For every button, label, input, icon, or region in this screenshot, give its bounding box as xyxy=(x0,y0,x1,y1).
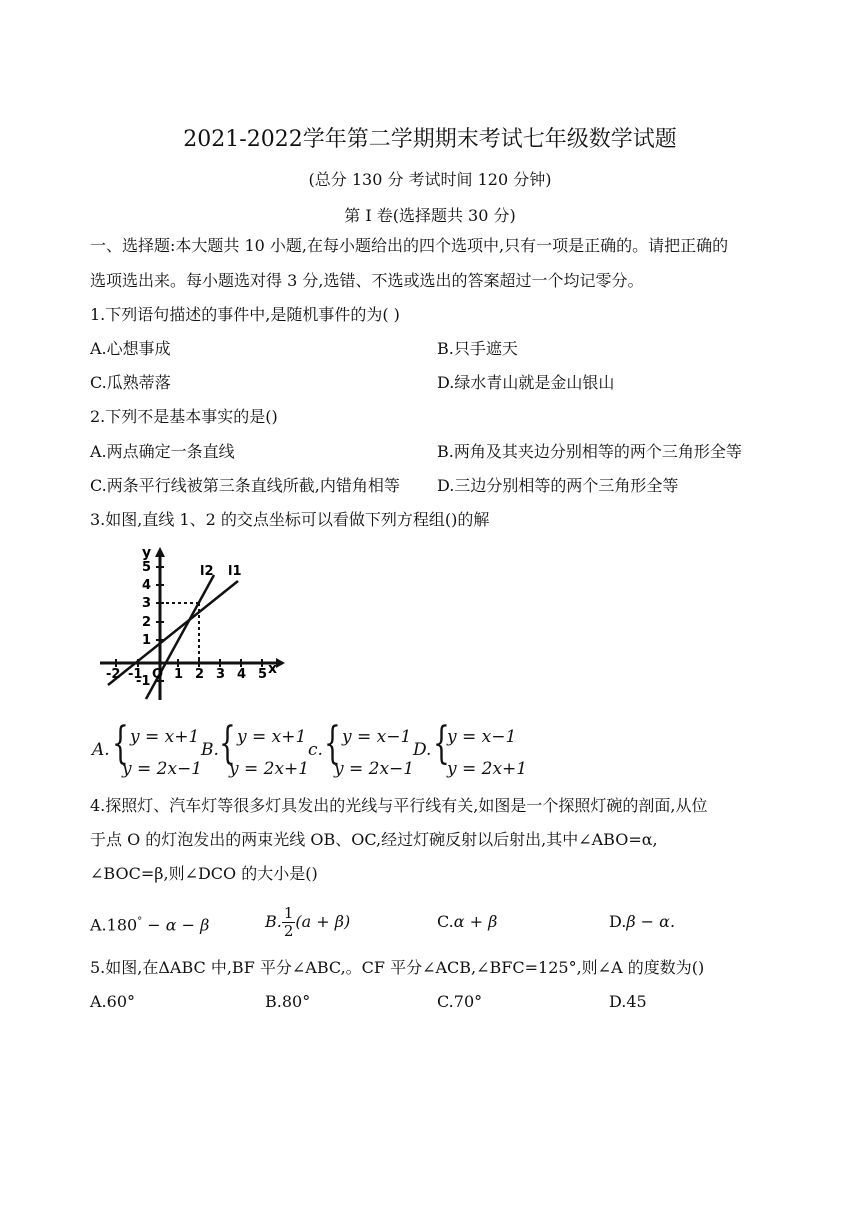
exam-title: 2021-2022学年第二学期期末考试七年级数学试题 xyxy=(183,127,677,152)
q4-option-a-prefix: A.180 xyxy=(90,915,138,935)
origin-label: O xyxy=(152,667,164,682)
q1-option-b: B.只手遮天 xyxy=(437,339,518,358)
q3-option-b-eq2: y = 2x+1 xyxy=(229,759,310,779)
line-label-l2: l2 xyxy=(200,564,214,579)
q1-option-d: D.绿水青山就是金山银山 xyxy=(437,373,615,392)
q3-option-d-eq2: y = 2x+1 xyxy=(447,759,528,779)
x-axis-label: x xyxy=(268,661,278,677)
q2-option-c: C.两条平行线被第三条直线所截,内错角相等 xyxy=(90,476,400,495)
q5-option-d: D.45 xyxy=(609,992,647,1011)
q4-option-d xyxy=(609,912,675,932)
brace-icon: { xyxy=(433,718,450,769)
x-tick-3: 3 xyxy=(216,667,226,682)
q4-stem-line-3: ∠BOC=β,则∠DCO 的大小是() xyxy=(90,864,318,883)
y-tick-2: 2 xyxy=(142,615,152,630)
fraction-one-half: $\frac{1}{2}$ xyxy=(283,904,294,940)
y-tick-5: 5 xyxy=(142,560,152,575)
q3-option-a-eq1: y = x+1 xyxy=(130,727,200,747)
x-axis-arrow xyxy=(276,658,285,668)
q4-option-b-prefix: B. xyxy=(265,912,282,931)
section-heading: 第 I 卷(选择题共 30 分) xyxy=(344,206,516,225)
brace-icon: { xyxy=(219,718,236,769)
x-tick-5: 5 xyxy=(258,667,268,682)
line-label-l1: l1 xyxy=(228,564,242,579)
q4-stem-line-2: 于点 O 的灯泡发出的两束光线 OB、OC,经过灯碗反射以后射出,其中∠ABO=α, xyxy=(90,830,658,849)
exam-subtitle: (总分 130 分 考试时间 120 分钟) xyxy=(308,170,552,189)
q2-option-b: B.两角及其夹边分别相等的两个三角形全等 xyxy=(437,442,742,461)
y-tick-neg1: -1 xyxy=(136,674,151,689)
q3-option-c-eq2: y = 2x−1 xyxy=(334,759,415,779)
instructions-line-1: 一、选择题:本大题共 10 小题,在每小题给出的四个选项中,只有一项是正确的。请把正确的 xyxy=(90,236,729,255)
q4-option-a xyxy=(90,912,209,935)
q3-option-b-eq1: y = x+1 xyxy=(237,727,307,747)
x-tick-2: 2 xyxy=(195,667,205,682)
q5-option-a: A.60° xyxy=(90,992,135,1011)
q5-stem: 5.如图,在ΔABC 中,BF 平分∠ABC,。CF 平分∠ACB,∠BFC=125°,则∠A 的度数为() xyxy=(90,958,705,977)
x-tick-4: 4 xyxy=(237,667,247,682)
q5-option-c: C.70° xyxy=(437,992,483,1011)
q3-option-a-eq2: y = 2x−1 xyxy=(122,759,203,779)
instructions-line-2: 选项选出来。每小题选对得 3 分,选错、不选或选出的答案超过一个均记零分。 xyxy=(90,271,644,290)
y-axis-label: y xyxy=(142,545,152,561)
y-tick-3: 3 xyxy=(142,596,152,611)
x-tick-1: 1 xyxy=(174,667,184,682)
q4-option-b-expr: (a + β) xyxy=(295,912,351,931)
q4-option-b xyxy=(265,902,350,942)
q3-option-c-label: c. xyxy=(308,740,323,760)
q3-option-d-label: D. xyxy=(413,740,432,760)
q1-option-c: C.瓜熟蒂落 xyxy=(90,373,171,392)
y-tick-4: 4 xyxy=(142,578,152,593)
x-tick-neg1: -1 xyxy=(128,667,143,682)
q4-option-d-prefix: D. xyxy=(609,912,627,931)
q5-option-b: B.80° xyxy=(265,992,311,1011)
q4-option-c xyxy=(437,912,497,932)
q2-stem: 2.下列不是基本事实的是() xyxy=(90,407,278,426)
degree-sign: ° xyxy=(137,916,143,927)
y-axis-arrow xyxy=(155,547,165,557)
brace-icon: { xyxy=(112,718,129,769)
q1-option-a: A.心想事成 xyxy=(90,339,171,358)
q4-option-a-expr: − α − β xyxy=(142,915,210,935)
q1-stem: 1.下列语句描述的事件中,是随机事件的为( ) xyxy=(90,305,400,324)
brace-icon: { xyxy=(324,718,341,769)
q4-option-d-expr: β − α. xyxy=(626,912,676,931)
q4-option-c-prefix: C. xyxy=(437,912,454,931)
q3-option-b-label: B. xyxy=(201,740,219,760)
q4-stem-line-1: 4.探照灯、汽车灯等很多灯具发出的光线与平行线有关,如图是一个探照灯碗的剖面,从位 xyxy=(90,796,708,815)
q3-graph xyxy=(96,545,286,710)
q3-option-a-label: A. xyxy=(92,740,110,760)
y-tick-1: 1 xyxy=(142,633,152,648)
x-tick-neg2: -2 xyxy=(106,667,121,682)
q4-option-c-expr: α + β xyxy=(453,912,498,931)
q3-option-d-eq1: y = x−1 xyxy=(447,727,517,747)
q3-stem: 3.如图,直线 1、2 的交点坐标可以看做下列方程组()的解 xyxy=(90,510,490,529)
q2-option-d: D.三边分别相等的两个三角形全等 xyxy=(437,476,679,495)
q3-option-c-eq1: y = x−1 xyxy=(342,727,412,747)
q2-option-a: A.两点确定一条直线 xyxy=(90,442,235,461)
